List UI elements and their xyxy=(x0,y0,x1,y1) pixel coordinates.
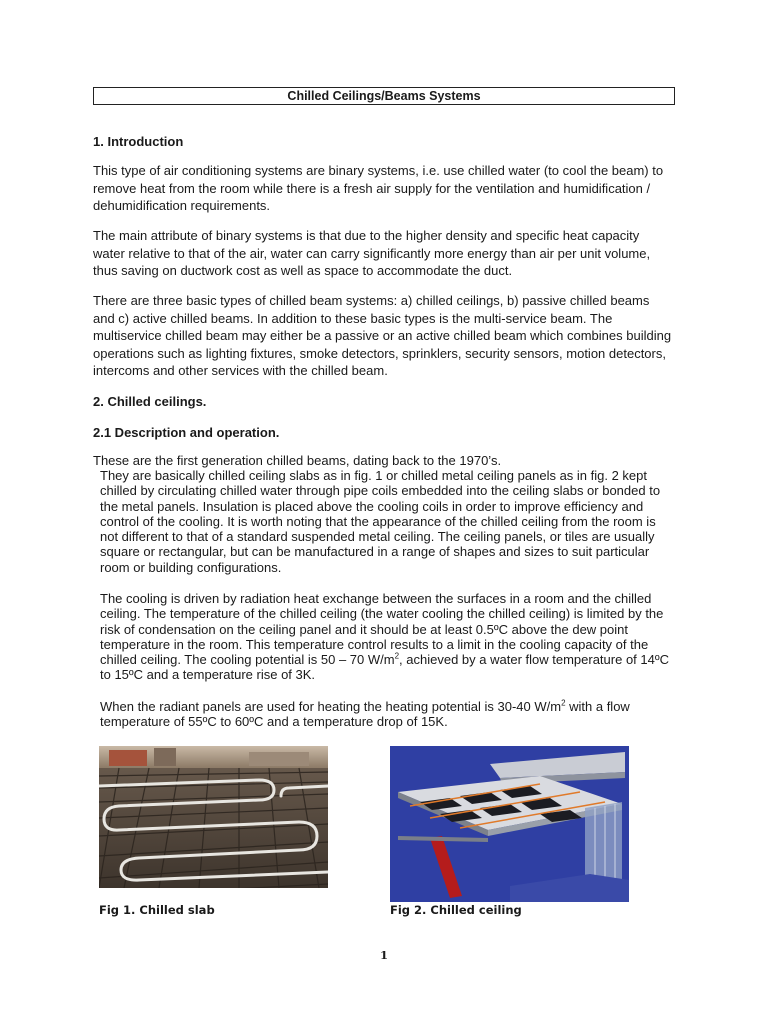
superscript-squared: 2 xyxy=(561,698,566,708)
fig1-caption: Fig 1. Chilled slab xyxy=(99,903,215,917)
fig2-chilled-ceiling-image xyxy=(390,746,629,902)
superscript-squared: 2 xyxy=(394,651,400,661)
fig1-chilled-slab-image xyxy=(99,746,328,888)
section-heading-chilled-ceilings: 2. Chilled ceilings. xyxy=(93,394,207,409)
document-title: Chilled Ceilings/Beams Systems xyxy=(93,87,675,105)
intro-paragraph-2 xyxy=(93,227,673,280)
intro-paragraph-1-text: This type of air conditioning systems are binary systems, i.e. use chilled water (to cool the beam) to remove heat from the room while there is a fresh air supply for the ventilation and humidification / dehumidification requirements. xyxy=(93,163,664,214)
fig2-caption: Fig 2. Chilled ceiling xyxy=(390,903,522,917)
intro-paragraph-3 xyxy=(93,292,673,380)
subsection-heading-description: 2.1 Description and operation. xyxy=(93,425,280,440)
description-paragraph-1: They are basically chilled ceiling slabs as in fig. 1 or chilled metal ceiling panels as in fig. 2 kept chilled by circulating chilled water through pipe coils embedded into the ceiling slabs or bonded to the metal panels. Insulation is placed above the cooling coils in order to improve efficiency and control of the cooling. It is worth noting that the appearance of the chilled ceiling from the room is not different to that of a standard suspended metal ceiling. The ceiling panels, or tiles are usually square or rectangular, but can be manufactured in a range of shapes and sizes to suit particular room or building configurations. xyxy=(100,468,661,575)
description-paragraph-2-text-a: The cooling is driven by radiation heat exchange between the surfaces in a room and the chilled ceiling. The temperature of the chilled ceiling (the water cooling the chilled ceiling) is limited by the risk of condensation on the ceiling panel and it should be at least 0.5ºC above the dew point temperature in the room. This temperature control results to a limit in the cooling capacity of the chilled ceiling. The cooling potential is 50 – 70 W/m xyxy=(100,591,664,668)
page-number: 1 xyxy=(379,948,388,962)
intro-paragraph-1 xyxy=(93,162,673,215)
description-paragraph-2 xyxy=(100,591,674,683)
intro-paragraph-2-text: The main attribute of binary systems is that due to the higher density and specific heat capacity water relative to that of the air, water can carry significantly more energy than air per unit volume, thus saving on ductwork cost as well as space to accommodate the duct. xyxy=(93,228,651,279)
section-heading-introduction: 1. Introduction xyxy=(93,134,184,149)
description-paragraph-2-text-b: , achieved by a water flow temperature of 14ºC to 15ºC and a temperature rise of 3K. xyxy=(100,652,669,683)
description-first-line: These are the first generation chilled beams, dating back to the 1970’s. xyxy=(93,453,502,468)
intro-paragraph-3-text: There are three basic types of chilled beam systems: a) chilled ceilings, b) passive chilled beams and c) active chilled beams. In addition to these basic types is the multi-service beam. The multiservice chilled beam may either be a passive or an active chilled beam which combines building operations such as lighting fixtures, smoke detectors, sprinklers, security sensors, motion detectors, intercoms and other services with the chilled beam. xyxy=(93,293,672,379)
description-paragraph-3-text-b: with a flow temperature of 55ºC to 60ºC and a temperature drop of 15K. xyxy=(100,699,630,730)
description-paragraph-3 xyxy=(100,699,674,730)
description-paragraph-3-text-a: When the radiant panels are used for heating the heating potential is 30-40 W/m xyxy=(100,699,562,714)
